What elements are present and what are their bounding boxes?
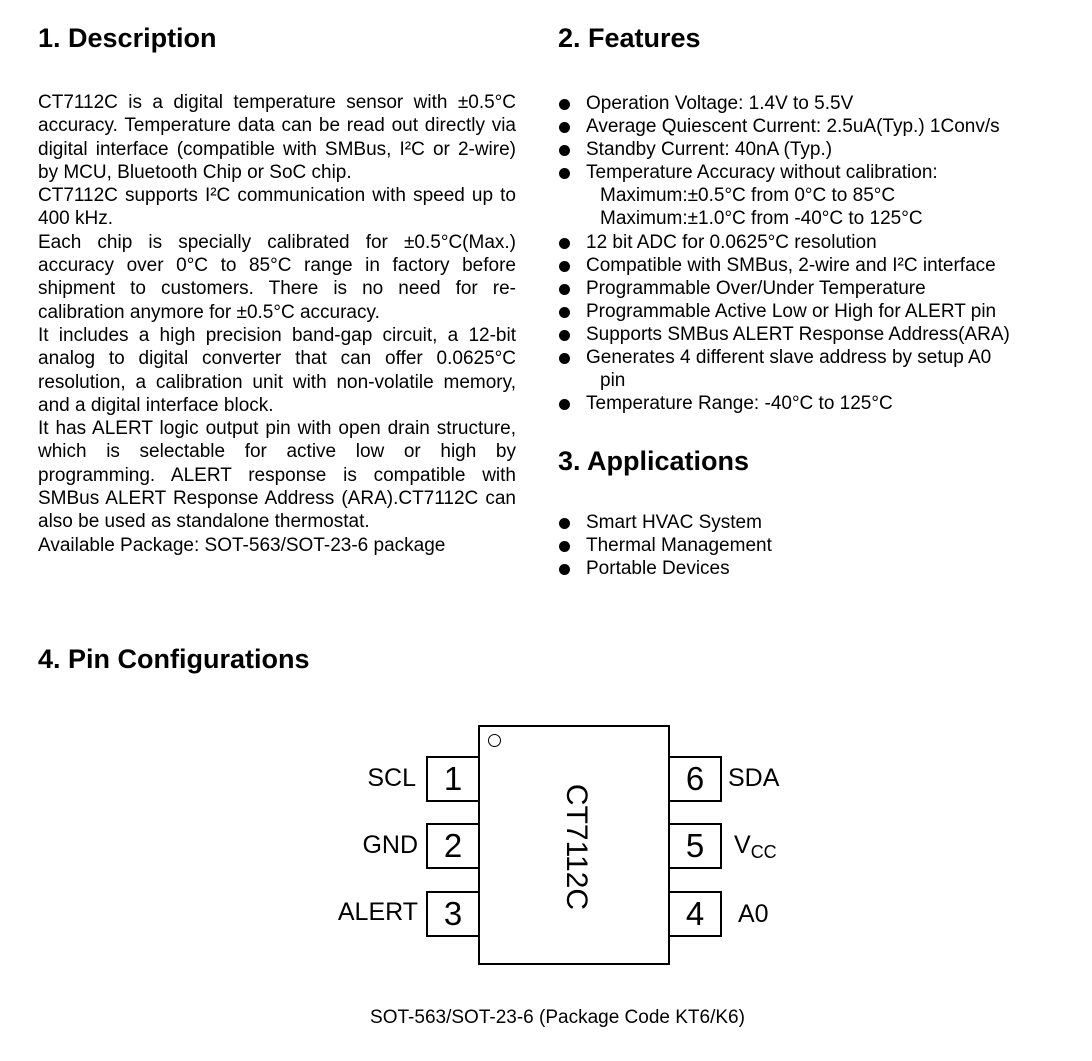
chip-name: CT7112C bbox=[560, 783, 593, 911]
pin-configurations-heading: 4. Pin Configurations bbox=[38, 644, 310, 674]
description-paragraph: It has ALERT logic output pin with open drain structure, which is selectable for active low or high by programming. ALERT response is compatible with SMBus ALERT Response Address (ARA).CT7112C can also be used as standalone thermostat. bbox=[38, 418, 516, 533]
pin-number-box: 5 bbox=[668, 823, 722, 869]
list-item: Thermal Management bbox=[558, 534, 1058, 557]
pin1-marker-icon bbox=[488, 734, 501, 747]
list-item: Temperature Accuracy without calibration: Maximum:±0.5°C from 0°C to 85°C Maximum:±1.0°C from -40°C to 125°C bbox=[558, 161, 1078, 230]
package-caption: SOT-563/SOT-23-6 (Package Code KT6/K6) bbox=[370, 1007, 745, 1028]
list-item: Temperature Range: -40°C to 125°C bbox=[558, 392, 1078, 415]
pin-label: SDA bbox=[728, 764, 780, 792]
pin-number-box: 4 bbox=[668, 891, 722, 937]
features-list bbox=[558, 92, 1078, 415]
pin-label-vcc: $V_{CC}$ bbox=[734, 831, 777, 862]
pin-number-box: 1 bbox=[426, 756, 480, 802]
chip-body bbox=[478, 725, 670, 965]
bullet-icon bbox=[559, 261, 570, 272]
bullet-icon bbox=[559, 307, 570, 318]
list-item: Compatible with SMBus, 2-wire and I²C interface bbox=[558, 254, 1078, 277]
list-item: Generates 4 different slave address by setup A0 pin bbox=[558, 346, 1078, 392]
accuracy-subitem: Maximum:±1.0°C from -40°C to 125°C bbox=[600, 208, 923, 230]
description-body bbox=[38, 91, 516, 557]
description-paragraph: Available Package: SOT-563/SOT-23-6 package bbox=[38, 534, 446, 556]
description-paragraph: Each chip is specially calibrated for ±0.5°C(Max.) accuracy over 0°C to 85°C range in factory before shipment to customers. There is no need for re-calibration anymore for ±0.5°C accuracy. bbox=[38, 231, 516, 323]
bullet-icon bbox=[559, 99, 570, 110]
list-item: Operation Voltage: 1.4V to 5.5V bbox=[558, 92, 1078, 115]
pin-label: A0 bbox=[738, 900, 769, 928]
bullet-icon bbox=[559, 564, 570, 575]
list-item: Smart HVAC System bbox=[558, 511, 1058, 534]
applications-heading: 3. Applications bbox=[558, 446, 750, 476]
bullet-icon bbox=[559, 238, 570, 249]
pin-label: GND bbox=[362, 831, 418, 859]
bullet-icon bbox=[559, 330, 570, 341]
bullet-icon bbox=[559, 541, 570, 552]
description-heading: 1. Description bbox=[38, 23, 217, 53]
bullet-icon bbox=[559, 145, 570, 156]
bullet-icon bbox=[559, 122, 570, 133]
bullet-icon bbox=[559, 353, 570, 364]
slave-address-continuation: pin bbox=[600, 370, 626, 392]
accuracy-subitem: Maximum:±0.5°C from 0°C to 85°C bbox=[600, 185, 896, 207]
applications-list bbox=[558, 511, 1058, 580]
pin-label-subscript: CC bbox=[750, 842, 777, 862]
features-heading: 2. Features bbox=[558, 23, 701, 53]
bullet-icon bbox=[559, 284, 570, 295]
pin-label: ALERT bbox=[337, 898, 418, 926]
list-item: Portable Devices bbox=[558, 557, 1058, 580]
description-paragraph: CT7112C supports I²C communication with speed up to 400 kHz. bbox=[38, 185, 516, 230]
list-item: Programmable Over/Under Temperature bbox=[558, 277, 1078, 300]
list-item: 12 bit ADC for 0.0625°C resolution bbox=[558, 231, 1078, 254]
description-paragraph: It includes a high precision band-gap circuit, a 12-bit analog to digital converter that can offer 0.0625°C resolution, a calibration unit with non-volatile memory, and a digital interface block. bbox=[38, 324, 516, 416]
bullet-icon bbox=[559, 168, 570, 179]
bullet-icon bbox=[559, 518, 570, 529]
list-item: Programmable Active Low or High for ALERT pin bbox=[558, 300, 1078, 323]
pin-number-box: 2 bbox=[426, 823, 480, 869]
list-item: Standby Current: 40nA (Typ.) bbox=[558, 138, 1078, 161]
bullet-icon bbox=[559, 399, 570, 410]
pin-label: SCL bbox=[367, 764, 416, 792]
description-paragraph: CT7112C is a digital temperature sensor with ±0.5°C accuracy. Temperature data can be read out directly via digital interface (compatible with SMBus, I²C or 2-wire) by MCU, Bluetooth Chip or SoC chip. bbox=[38, 92, 516, 183]
list-item: Average Quiescent Current: 2.5uA(Typ.) 1Conv/s bbox=[558, 115, 1078, 138]
pin-number-box: 6 bbox=[668, 756, 722, 802]
list-item: Supports SMBus ALERT Response Address(ARA) bbox=[558, 323, 1078, 346]
pin-number-box: 3 bbox=[426, 891, 480, 937]
